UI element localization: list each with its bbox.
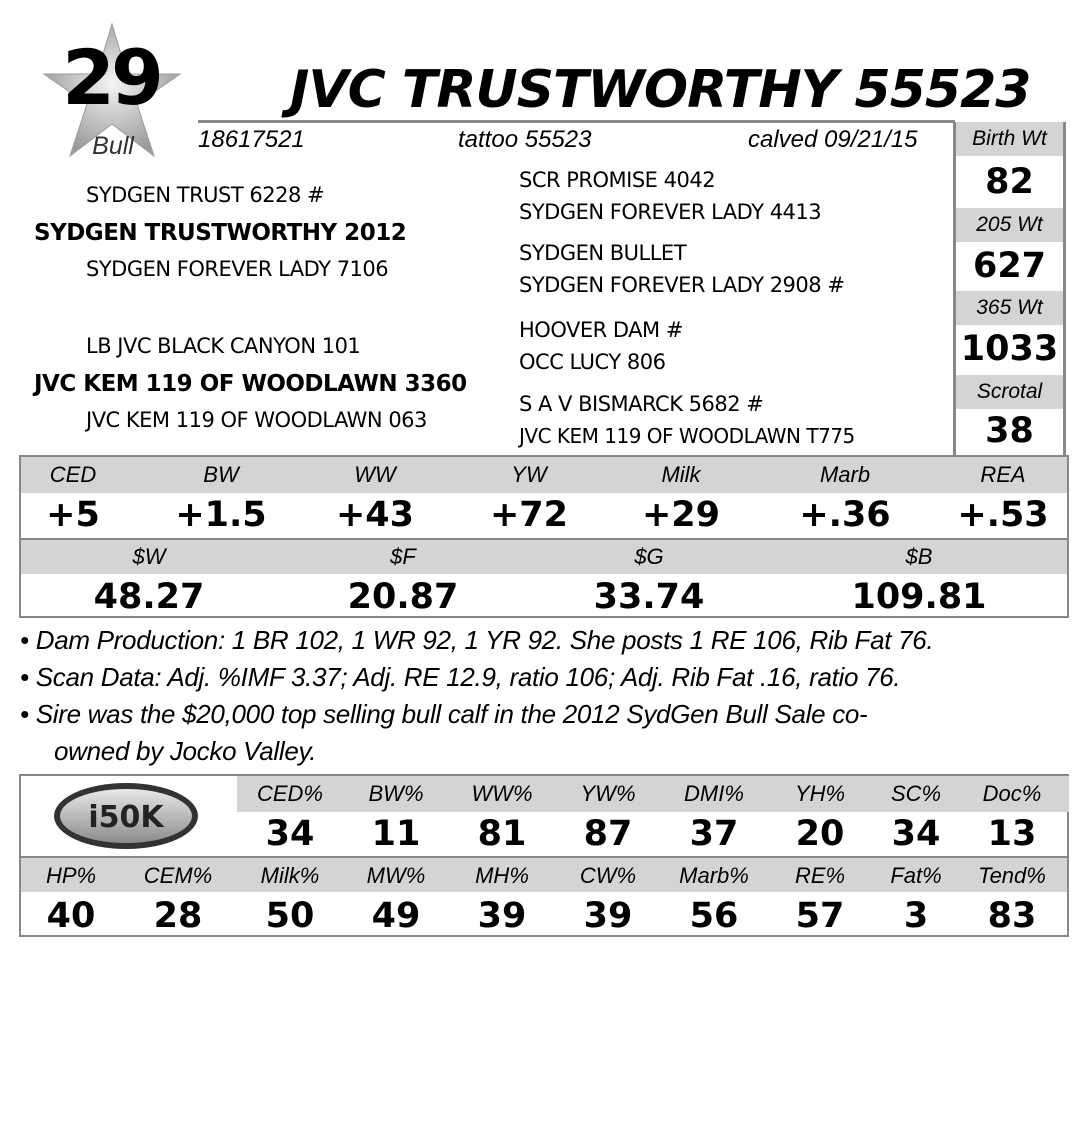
dam-sire: LB JVC BLACK CANYON 101 xyxy=(86,334,361,358)
genomic-value: 50 xyxy=(265,896,315,936)
index-label: $G xyxy=(634,544,664,569)
weight-label: 205 Wt xyxy=(956,208,1063,242)
genomic-label: Fat% xyxy=(890,863,942,888)
index-value: 48.27 xyxy=(93,577,205,617)
genomic-label: YH% xyxy=(794,781,846,806)
weight-label: Scrotal xyxy=(956,375,1063,409)
genomic-label: Doc% xyxy=(982,781,1042,806)
sire: SYDGEN TRUSTWORTHY 2012 xyxy=(34,220,407,246)
logo-text: i50K xyxy=(88,800,164,835)
epd-label: YW xyxy=(511,462,547,487)
g4-2: SYDGEN FOREVER LADY 4413 xyxy=(519,200,822,224)
weight-value: 1033 xyxy=(960,329,1059,369)
weight-label: Birth Wt xyxy=(956,122,1063,156)
genomic-value: 40 xyxy=(46,896,96,936)
genomic-label: RE% xyxy=(794,863,846,888)
note-item: • Scan Data: Adj. %IMF 3.37; Adj. RE 12.9, ratio 106; Adj. Rib Fat .16, ratio 76. xyxy=(20,662,901,692)
genomic-value: 83 xyxy=(987,896,1037,936)
title-divider xyxy=(198,120,955,123)
g4-1: SCR PROMISE 4042 xyxy=(519,168,716,192)
weight-value: 82 xyxy=(985,162,1034,202)
epd-label: Milk xyxy=(661,462,701,487)
genomic-label: Tend% xyxy=(978,863,1046,888)
notes xyxy=(20,622,1070,770)
genomic-label: BW% xyxy=(368,781,424,806)
genomic-value: 39 xyxy=(583,896,633,936)
animal-name: JVC TRUSTWORTHY 55523 xyxy=(290,60,1031,120)
genomic-label: YW% xyxy=(580,781,636,806)
genomics-panel xyxy=(19,774,1069,937)
genomic-label: MW% xyxy=(366,863,426,888)
genomic-label: WW% xyxy=(471,781,533,806)
epd-value: +43 xyxy=(335,495,415,535)
dam-dam: JVC KEM 119 OF WOODLAWN 063 xyxy=(86,408,427,432)
weights-panel xyxy=(953,122,1066,455)
epd-label: Marb xyxy=(819,462,871,487)
lot-type: Bull xyxy=(92,132,134,160)
epd-value: +.53 xyxy=(957,495,1049,535)
genomic-value: 57 xyxy=(795,896,845,936)
genomic-value: 37 xyxy=(689,814,739,854)
genomic-label: MH% xyxy=(475,863,529,888)
epd-value: +72 xyxy=(489,495,569,535)
note-item: • Dam Production: 1 BR 102, 1 WR 92, 1 YR 92. She posts 1 RE 106, Rib Fat 76. xyxy=(20,625,934,655)
genomic-value: 28 xyxy=(153,896,203,936)
weight-label: 365 Wt xyxy=(956,291,1063,325)
epd-label: WW xyxy=(354,462,396,487)
genomic-value: 87 xyxy=(583,814,633,854)
genomic-label: SC% xyxy=(890,781,942,806)
g4-3: SYDGEN BULLET xyxy=(519,241,687,265)
genomic-label: Marb% xyxy=(679,863,749,888)
g4-8: JVC KEM 119 OF WOODLAWN T775 xyxy=(519,424,855,448)
i50k-logo-icon xyxy=(51,780,201,852)
epd-value: +29 xyxy=(641,495,721,535)
index-value: 20.87 xyxy=(347,577,459,617)
weight-value: 38 xyxy=(985,411,1034,451)
tattoo: tattoo 55523 xyxy=(458,126,592,153)
genomic-value: 34 xyxy=(891,814,941,854)
epd-value: +1.5 xyxy=(175,495,267,535)
genomic-label: DMI% xyxy=(684,781,744,806)
genomic-value: 13 xyxy=(987,814,1037,854)
note-item: • Sire was the $20,000 top selling bull calf in the 2012 SydGen Bull Sale co- xyxy=(20,699,868,729)
genomic-value: 56 xyxy=(689,896,739,936)
note-item: owned by Jocko Valley. xyxy=(54,736,317,766)
index-value: 33.74 xyxy=(593,577,705,617)
weight-value: 627 xyxy=(972,246,1047,286)
genomic-label: CED% xyxy=(256,781,323,806)
index-label: $W xyxy=(132,544,166,569)
g4-5: HOOVER DAM # xyxy=(519,318,683,342)
lot-number: 29 xyxy=(62,33,160,122)
dam: JVC KEM 119 OF WOODLAWN 3360 xyxy=(34,371,467,397)
index-label: $B xyxy=(905,544,933,569)
epd-value: +5 xyxy=(46,495,100,535)
epd-label: REA xyxy=(980,462,1026,487)
sire-sire: SYDGEN TRUST 6228 # xyxy=(86,183,325,207)
genomic-label: CW% xyxy=(579,863,637,888)
genomic-value: 39 xyxy=(477,896,527,936)
sire-dam: SYDGEN FOREVER LADY 7106 xyxy=(86,257,389,281)
registration-number: 18617521 xyxy=(198,126,305,153)
genomic-label: HP% xyxy=(45,863,97,888)
genomic-value: 49 xyxy=(371,896,421,936)
epd-label: BW xyxy=(203,462,239,487)
index-label: $F xyxy=(390,544,416,569)
epd-label: CED xyxy=(49,462,97,487)
genomic-value: 81 xyxy=(477,814,527,854)
genomic-label: CEM% xyxy=(143,863,213,888)
g4-4: SYDGEN FOREVER LADY 2908 # xyxy=(519,273,845,297)
index-value: 109.81 xyxy=(851,577,987,617)
epd-value: +.36 xyxy=(799,495,891,535)
calved-date: calved 09/21/15 xyxy=(748,126,918,153)
genomic-value: 3 xyxy=(903,896,929,936)
g4-7: S A V BISMARCK 5682 # xyxy=(519,392,764,416)
g4-6: OCC LUCY 806 xyxy=(519,350,666,374)
genomic-label: Milk% xyxy=(260,863,320,888)
genomic-value: 11 xyxy=(371,814,421,854)
genomic-value: 34 xyxy=(265,814,315,854)
epd-panel xyxy=(19,455,1069,618)
genomic-value: 20 xyxy=(795,814,845,854)
